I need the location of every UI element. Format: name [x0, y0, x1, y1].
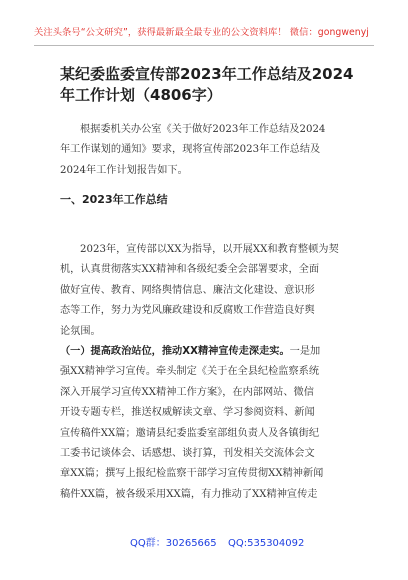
body-line: 强XX精神学习宣传。牵头制定《关于在全县纪检监察系统	[60, 366, 320, 378]
body-line: 稿件XX篇，被各级采用XX篇，有力推动了XX精神宣传走	[60, 488, 318, 500]
subsection-lead-text: 一是加	[289, 346, 321, 357]
body-line: 开设专题专栏，推送权威解读文章、学习参阅资料、新闻	[60, 407, 315, 419]
intro-line: 年工作谋划的通知》要求，现将宣传部2023年工作总结及	[60, 144, 321, 156]
body-line: 论氛围。	[60, 325, 101, 337]
body-line: 2023年，宣传部以XX为指导，以开展XX和教育整顿为契	[80, 244, 339, 255]
document-title	[60, 64, 360, 106]
title-line: 年工作计划（4806字）	[60, 86, 222, 104]
body-line: 宣传稿件XX篇；邀请县纪委监委室部组负责人及各镇街纪	[60, 427, 320, 439]
footer-contact	[0, 534, 408, 554]
body-line: 态等工作，努力为党风廉政建设和反腐败工作营造良好舆	[60, 305, 315, 317]
header-divider	[34, 45, 374, 46]
section-heading: 一、2023年工作总结	[60, 193, 168, 206]
intro-paragraph	[60, 120, 350, 181]
body-line: 深入开展学习宣传XX精神工作方案》，在内部网站、微信	[60, 386, 314, 398]
subsection-paragraph	[60, 342, 350, 505]
subsection-heading: （一）提高政治站位，推动XX精神宣传走深走实。	[60, 346, 290, 357]
body-line: 工委书记谈体会、话感想、谈打算，刊发相关交流体会文	[60, 448, 315, 460]
header-notice: 关注头条号“公文研究”，获得最新最全最专业的公文资料库！ 微信：gongwenyj	[34, 27, 369, 38]
body-line: 章XX篇；撰写上报纪检监察干部学习宣传贯彻XX精神新闻	[60, 468, 324, 480]
title-line: 某纪委监委宣传部2023年工作总结及2024	[60, 65, 354, 83]
body-line: 做好宣传、教育、网络舆情信息、廉洁文化建设、意识形	[60, 284, 315, 296]
intro-line: 根据委机关办公室《关于做好2023年工作总结及2024	[80, 124, 326, 135]
section-body-paragraph	[60, 240, 350, 342]
qq-group-number: QQ群：30265665	[130, 538, 217, 549]
body-line: 机，认真贯彻落实XX精神和各级纪委全会部署要求，全面	[60, 264, 320, 276]
subsection-first-line	[60, 342, 350, 362]
intro-line: 2024年工作计划报告如下。	[60, 164, 188, 176]
qq-number: QQ:535304092	[228, 538, 305, 549]
